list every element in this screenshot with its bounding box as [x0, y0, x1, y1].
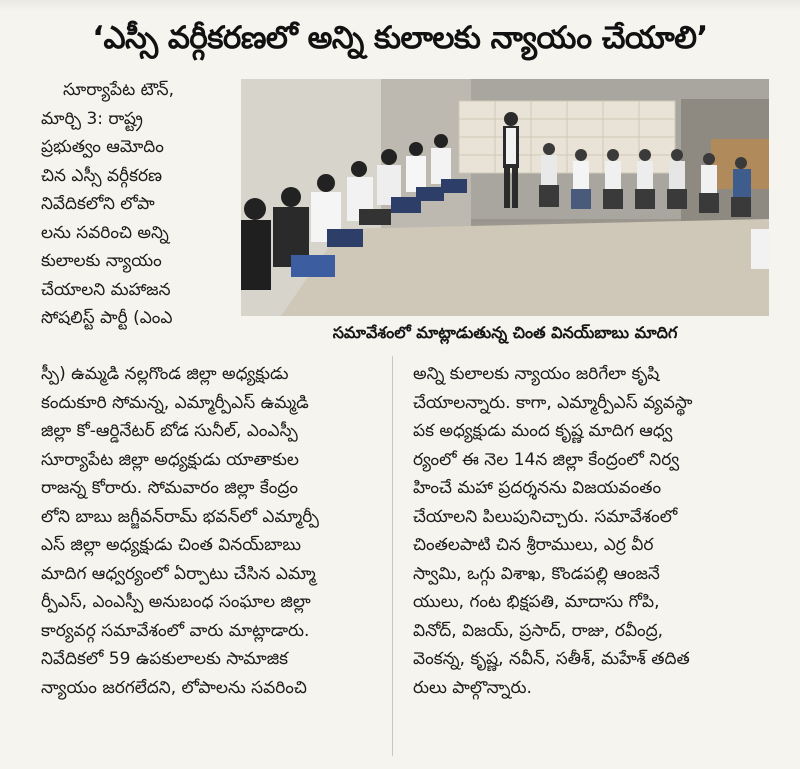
article-line: కందుకూరి సోమన్న, ఎమ్మార్పీఎస్ ఉమ్మడి [41, 392, 309, 413]
article-line: రులు పాల్గొన్నారు. [413, 677, 532, 698]
article-line: సోషలిస్ట్ పార్టీ (ఎంఎ [41, 308, 173, 328]
article-line: రాజన్న కోరారు. సోమవారం జిల్లా కేంద్రం [41, 478, 298, 498]
article-line: ఎస్ జిల్లా అధ్యక్షుడు చింత వినయ్‌బాబు [41, 535, 301, 555]
article-line: చేయాలని మహాజన [41, 279, 171, 300]
article-line: యులు, గంట భిక్షపతి, మాదాసు గోపి, [413, 592, 660, 612]
article-line: ర్యంలో ఈ నెల 14న జిల్లా కేంద్రంలో నిర్వ [413, 449, 680, 470]
article-column-narrow [41, 76, 221, 333]
article-line: నివేదికలోని లోపా [41, 194, 155, 214]
article-line: చింతలపాటి చిన శ్రీరాములు, ఎర్ర వీర [413, 535, 654, 555]
article-line: వినోద్, విజయ్, ప్రసాద్, రాజు, రవీంద్ర, [413, 620, 664, 641]
article-line: జిల్లా కో-ఆర్డినేటర్ బోడ సునీల్, ఎంఎస్పీ [41, 421, 298, 441]
article-line: వెంకన్న, కృష్ణ, నవీన్, సతీశ్, మహేశ్ తదిత [413, 649, 690, 669]
article-line: పక అధ్యక్షుడు మంద కృష్ణ మాదిగ ఆధ్వ [413, 421, 673, 441]
article-line: లోని బాబు జగ్జీవన్‌రామ్ భవన్‌లో ఎమ్మార్పీ [41, 506, 319, 527]
article-line: సూర్యాపేట జిల్లా అధ్యక్షుడు యాతాకుల [41, 449, 299, 470]
page-top-strip [0, 0, 800, 10]
news-photo [241, 79, 769, 316]
headline: ‘ఎస్సీ వర్గీకరణలో అన్ని కులాలకు న్యాయం చేయాలి’ [92, 20, 708, 56]
article-line: సూర్యాపేట టౌన్, [63, 80, 175, 100]
article-line: న్యాయం జరగలేదని, లోపాలను సవరించి [41, 677, 307, 698]
article-line: మాదిగ ఆధ్వర్యంలో ఏర్పాటు చేసిన ఎమ్మా [41, 563, 316, 584]
article-line: కార్యవర్గ సమావేశంలో వారు మాట్లాడారు. [41, 620, 310, 641]
article-line: ప్రభుత్వం ఆమోదిం [41, 137, 164, 157]
article-line: నివేదికలో 59 ఉపకులాలకు సామాజిక [41, 649, 288, 669]
article-line: అన్ని కులాలకు న్యాయం జరిగేలా కృషి [413, 364, 660, 384]
article-column-left [41, 360, 376, 702]
article-line: చేయాలని పిలుపునిచ్చారు. సమావేశంలో [413, 506, 678, 527]
article-line: ర్పీఎస్, ఎంఎస్పీ అనుబంధ సంఘాల జిల్లా [41, 592, 311, 612]
article-line: స్పీ) ఉమ్మడి నల్లగొండ జిల్లా అధ్యక్షుడు [41, 364, 289, 384]
article-line: మార్చి 3: రాష్ట్ర [41, 108, 143, 129]
column-divider [392, 356, 393, 756]
article-line: చేయాలన్నారు. కాగా, ఎమ్మార్పీఎస్ వ్యవస్థా [413, 392, 693, 413]
article-column-right [413, 360, 769, 702]
article-line: చిన ఎస్సీ వర్గీకరణ [41, 165, 163, 186]
article-line: హించే మహా ప్రదర్శనను విజయవంతం [413, 478, 662, 498]
photo-caption: సమావేశంలో మాట్లాడుతున్న చింత వినయ్‌బాబు మాదిగ [332, 323, 678, 342]
article-line: లను సవరించి అన్ని [41, 222, 169, 243]
article-line: కులాలకు న్యాయం [41, 251, 162, 271]
article-line: స్వామి, ఒగ్గు విశాఖ, కొండపల్లి ఆంజనే [413, 563, 660, 584]
